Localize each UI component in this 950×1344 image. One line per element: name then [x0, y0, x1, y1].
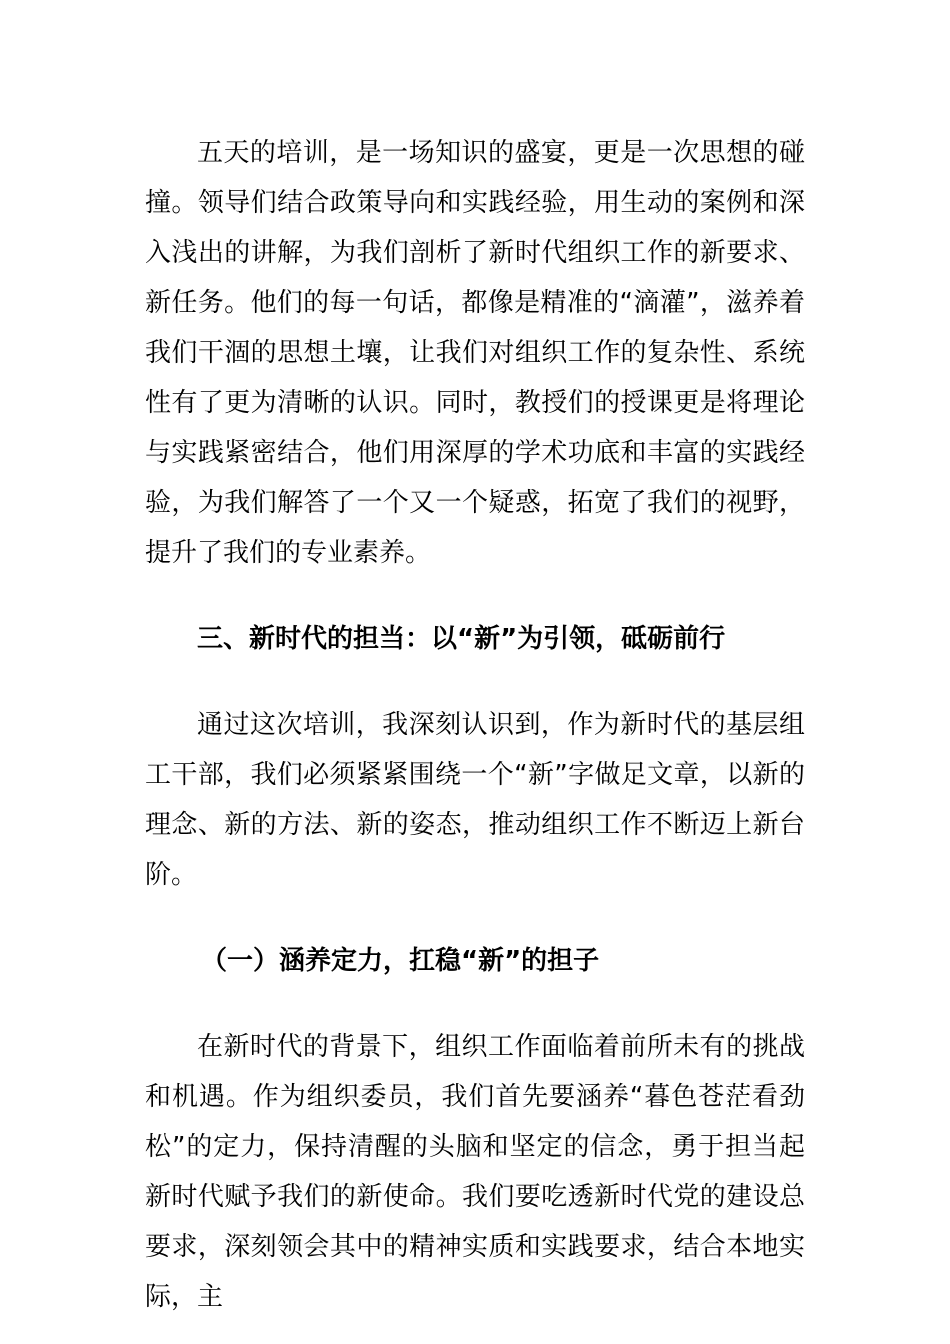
paragraph-spacer: [145, 578, 805, 614]
subsection-heading-one: （一）涵养定力，扛稳“新”的担子: [201, 946, 600, 976]
section-heading-three: 三、新时代的担当：以“新”为引领，砥砺前行: [197, 624, 726, 654]
paragraph-composure: 在新时代的背景下，组织工作面临着前所未有的挑战和机遇。作为组织委员，我们首先要涵养“暮色苍茫看劲松”的定力，保持清醒的头脑和坚定的信念，勇于担当起新时代赋予我们的新使命。我们要吃透新时代党的建设总要求，深刻领会其中的精神实质和实践要求，结合本地实际，主: [145, 1032, 805, 1312]
paragraph-new-era-awareness: 通过这次培训，我深刻认识到，作为新时代的基层组工干部，我们必须紧紧围绕一个“新”字做足文章，以新的理念、新的方法、新的姿态，推动组织工作不断迈上新台阶。: [145, 710, 805, 890]
document-body: [145, 128, 805, 1322]
paragraph-spacer: [145, 900, 805, 936]
paragraph-training-reflection: 五天的培训，是一场知识的盛宴，更是一次思想的碰撞。领导们结合政策导向和实践经验，用生动的案例和深入浅出的讲解，为我们剖析了新时代组织工作的新要求、新任务。他们的每一句话，都像是精准的“滴灌”，滋养着我们干涸的思想土壤，让我们对组织工作的复杂性、系统性有了更为清晰的认识。同时，教授们的授课更是将理论与实践紧密结合，他们用深厚的学术功底和丰富的实践经验，为我们解答了一个又一个疑惑，拓宽了我们的视野，提升了我们的专业素养。: [145, 138, 805, 568]
paragraph-spacer: [145, 986, 805, 1022]
paragraph-spacer: [145, 664, 805, 700]
